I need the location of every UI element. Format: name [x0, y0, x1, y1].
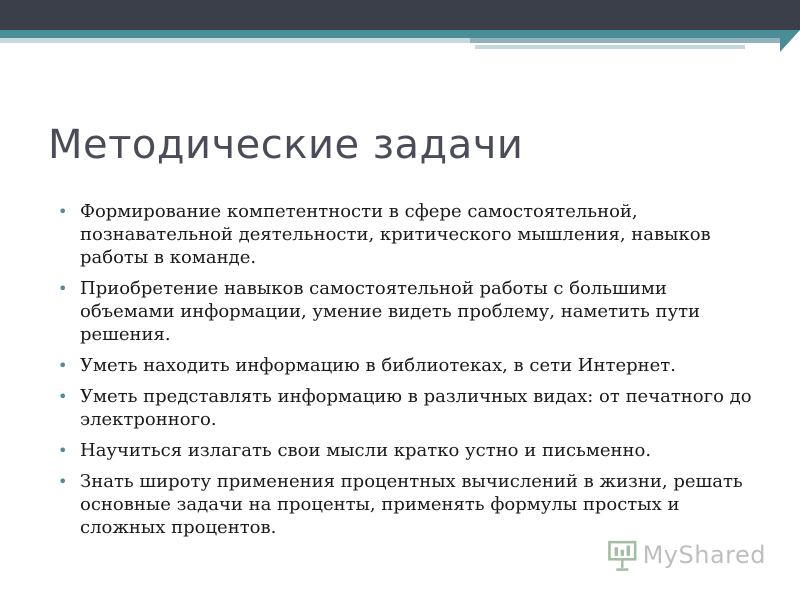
watermark-text: MyShared	[642, 541, 766, 569]
bullet-text: Научиться излагать свои мысли кратко устно и письменно.	[80, 440, 652, 461]
bullet-item	[55, 200, 755, 269]
slide-title: Методические задачи	[48, 122, 524, 168]
bullet-marker: •	[58, 441, 68, 460]
bullet-item	[55, 277, 755, 346]
header-mid-stripe	[470, 38, 780, 43]
watermark	[606, 535, 766, 575]
header-light-stripe	[0, 38, 470, 43]
presentation-board-icon	[606, 536, 639, 574]
bullet-list	[55, 200, 755, 547]
header-accent-bar	[0, 30, 780, 38]
bullet-text: Уметь представлять информацию в различных видах: от печатного до электронного.	[80, 386, 752, 430]
bullet-item	[55, 439, 755, 462]
bullet-item	[55, 385, 755, 431]
bullet-marker: •	[58, 279, 68, 298]
bullet-marker: •	[58, 356, 68, 375]
bullet-text: Приобретение навыков самостоятельной работы с большими объемами информации, умение видеть проблему, наметить пути решения.	[80, 278, 701, 345]
header-thin-stripe	[475, 45, 745, 49]
bullet-text: Знать широту применения процентных вычислений в жизни, решать основные задачи на проценты, применять формулы простых и сложных процентов.	[80, 471, 743, 538]
header-band	[0, 0, 800, 30]
bullet-item	[55, 470, 755, 539]
bullet-marker: •	[58, 472, 68, 491]
bullet-item	[55, 354, 755, 377]
bullet-marker: •	[58, 387, 68, 406]
bullet-marker: •	[58, 202, 68, 221]
bullet-text: Формирование компетентности в сфере самостоятельной, познавательной деятельности, критического мышления, навыков работы в команде.	[80, 201, 711, 268]
bullet-text: Уметь находить информацию в библиотеках, в сети Интернет.	[80, 355, 676, 376]
header-corner-decoration	[780, 30, 800, 52]
